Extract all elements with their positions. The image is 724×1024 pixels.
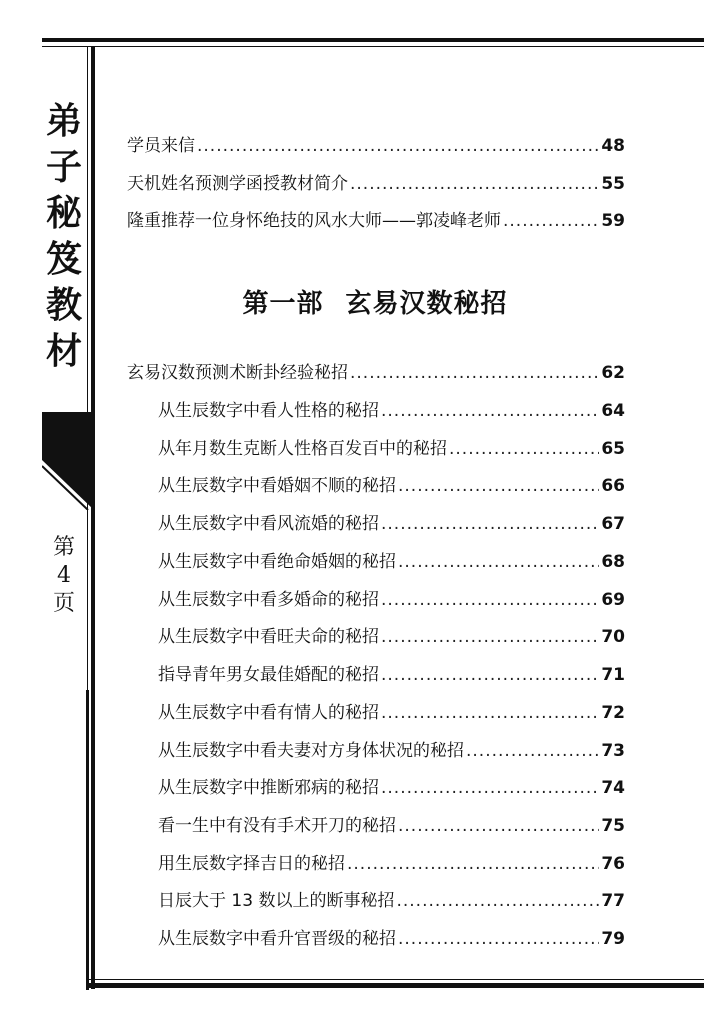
toc-entry [158,736,625,761]
toc-entry-page: 59 [601,211,625,231]
section-name: 玄易汉数秘招 [345,289,508,319]
toc-entry [158,811,625,836]
section-heading [110,283,640,320]
toc-leader-dots [350,174,599,194]
sidebar-book-title [45,98,83,374]
toc-entry [127,358,625,383]
toc-entry [158,886,625,911]
toc-entry-page: 68 [601,552,625,572]
toc-entry [127,206,625,231]
toc-entry-page: 48 [601,136,625,156]
toc-entry-page: 73 [601,741,625,761]
toc-leader-dots [396,891,599,911]
toc-entry [158,434,625,459]
toc-entry-page: 75 [601,816,625,836]
toc-entry-page: 77 [601,891,625,911]
toc-leader-dots [398,552,599,572]
toc-leader-dots [197,136,599,156]
toc-entry [127,131,625,156]
toc-entry-page: 62 [601,363,625,383]
toc-leader-dots [381,778,599,798]
toc-leader-dots [503,211,599,231]
toc-entry-page: 66 [601,476,625,496]
toc-entry [158,471,625,496]
sidebar-divider-thick [91,47,95,989]
toc-entry-title: 日辰大于 13 数以上的断事秘招 [158,891,395,911]
toc-leader-dots [381,401,599,421]
toc-leader-dots [350,363,599,383]
toc-entry [158,622,625,647]
toc-entry-page: 74 [601,778,625,798]
bottom-rule-thin [86,979,704,980]
toc-entry [158,509,625,534]
toc-entry [158,585,625,610]
toc-entry-page: 71 [601,665,625,685]
sidebar-page-char: 第 [52,535,75,560]
toc-leader-dots [381,703,599,723]
toc-entry-page: 72 [601,703,625,723]
toc-leader-dots [381,665,599,685]
toc-entry [127,169,625,194]
toc-entry-title: 学员来信 [127,136,195,156]
toc-leader-dots [347,854,599,874]
toc-entry-title: 看一生中有没有手术开刀的秘招 [158,816,396,836]
toc-entry-page: 70 [601,627,625,647]
sidebar-page-char: 页 [52,591,75,616]
toc-entry-page: 79 [601,929,625,949]
toc-entry [158,698,625,723]
toc-entry-title: 玄易汉数预测术断卦经验秘招 [127,363,348,383]
sidebar-lower-line [86,690,89,990]
toc-entry [158,773,625,798]
toc-entry-page: 76 [601,854,625,874]
sidebar-title-char: 材 [45,330,82,372]
toc-entry-page: 65 [601,439,625,459]
toc-entry [158,396,625,421]
sidebar-title-char: 子 [45,146,82,188]
toc-entry-title: 从生辰数字中推断邪病的秘招 [158,778,379,798]
toc-entry-title: 天机姓名预测学函授教材简介 [127,174,348,194]
toc-entry-title: 从生辰数字中看升官晋级的秘招 [158,929,396,949]
toc-entry-page: 64 [601,401,625,421]
toc-leader-dots [398,476,599,496]
toc-entry [158,849,625,874]
sidebar-title-char: 教 [45,284,82,326]
toc-entry [158,924,625,949]
toc-entry-page: 69 [601,590,625,610]
top-rule-thin [42,46,704,47]
sidebar-title-char: 笈 [45,238,82,280]
toc-leader-dots [381,590,599,610]
sidebar-title-char: 秘 [45,192,82,234]
toc-entry-title: 指导青年男女最佳婚配的秘招 [158,665,379,685]
sidebar-page-label [45,534,83,618]
toc-entry-title: 从生辰数字中看多婚命的秘招 [158,590,379,610]
sidebar-page-char: 4 [57,563,71,588]
toc-entry-title: 从生辰数字中看绝命婚姻的秘招 [158,552,396,572]
toc-leader-dots [398,816,599,836]
toc-leader-dots [398,929,599,949]
toc-entry-page: 55 [601,174,625,194]
toc-entry-title: 从生辰数字中看夫妻对方身体状况的秘招 [158,741,464,761]
toc-entry [158,547,625,572]
top-rule-thick [42,38,704,42]
toc-leader-dots [466,741,599,761]
toc-entry-title: 从年月数生克断人性格百发百中的秘招 [158,439,447,459]
toc-entry-title: 从生辰数字中看婚姻不顺的秘招 [158,476,396,496]
bottom-rule-thick [86,983,704,988]
toc-entry-title: 隆重推荐一位身怀绝技的风水大师——郭凌峰老师 [127,211,501,231]
toc-leader-dots [449,439,599,459]
toc-entry-page: 67 [601,514,625,534]
toc-entry-title: 从生辰数字中看风流婚的秘招 [158,514,379,534]
toc-entry-title: 从生辰数字中看人性格的秘招 [158,401,379,421]
sidebar-banner [42,414,94,510]
toc-leader-dots [381,627,599,647]
toc-entry [158,660,625,685]
section-part-label: 第一部 [242,289,324,319]
toc-leader-dots [381,514,599,534]
sidebar-title-char: 弟 [45,100,82,142]
toc-entry-title: 从生辰数字中看有情人的秘招 [158,703,379,723]
toc-entry-title: 从生辰数字中看旺夫命的秘招 [158,627,379,647]
toc-entry-title: 用生辰数字择吉日的秘招 [158,854,345,874]
